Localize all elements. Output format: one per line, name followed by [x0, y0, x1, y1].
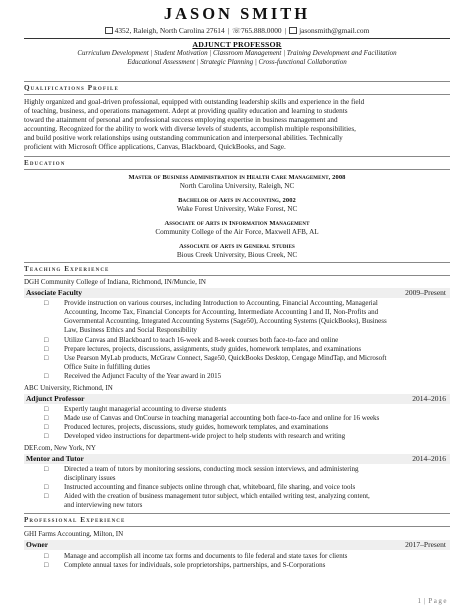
bullet-item: □ Prepare lectures, projects, discussions, assignments, study guides, homework templates, and examinations — [44, 345, 362, 353]
footer-separator: | — [423, 597, 426, 605]
school: North Carolina University, Raleigh, NC — [179, 182, 295, 190]
address-icon — [105, 27, 113, 34]
bullet-icon: □ — [44, 552, 49, 560]
degree: Associate of Arts in General Studies — [179, 243, 295, 250]
degree: Associate of Arts in Information Management — [164, 220, 310, 227]
section-heading-qualifications: Qualifications Profile — [24, 84, 119, 92]
target-keywords-line: Educational Assessment | Strategic Planning | Cross-functional Collaboration — [127, 58, 347, 67]
paragraph-line: and build positive work relationships using outstanding communication and interpersonal abilities. Technically — [24, 134, 343, 143]
position-row — [24, 394, 450, 404]
position-row — [24, 288, 450, 298]
section-rule — [24, 513, 450, 514]
paragraph-line: accounting. Recognized for the ability to work with diverse levels of students, accomplish multiple responsibilities, — [24, 125, 356, 134]
position-row — [24, 454, 450, 464]
bullet-icon: □ — [44, 299, 49, 307]
bullet-icon: □ — [44, 336, 49, 344]
school: Bious Creek University, Bious Creek, NC — [176, 251, 298, 259]
header-rule — [24, 38, 450, 39]
bullet-icon: □ — [44, 561, 49, 569]
bullet-icon: □ — [44, 414, 49, 422]
section-heading-education: Education — [24, 159, 66, 167]
education-item — [0, 173, 474, 191]
employer: ABC University, Richmond, IN — [24, 384, 113, 392]
email-icon — [289, 27, 297, 34]
email-text[interactable]: jasonsmith@gmail.com — [299, 26, 370, 35]
paragraph-line: toward the attainment of personal and professional success employing expertise in business management and — [24, 116, 338, 125]
degree: Bachelor of Arts in Accounting, 2002 — [178, 197, 296, 204]
bullet-item: □ Utilize Canvas and Blackboard to teach 16-week and 8-week courses both face-to-face and online — [44, 336, 339, 344]
bullet-item: □ Received the Adjunct Faculty of the Year award in 2015 — [44, 372, 222, 380]
section-rule — [24, 156, 450, 157]
degree: Master of Business Administration in Health Care Management, 2008 — [128, 174, 346, 181]
bullet-icon: □ — [44, 465, 49, 473]
position-row — [24, 540, 450, 550]
target-keywords-line: Curriculum Development | Student Motivation | Classroom Management | Training Development and Facilitation — [77, 49, 397, 57]
bullet-icon: □ — [44, 432, 49, 440]
paragraph-line: Highly organized and goal-driven professional, equipped with outstanding leadership skills and experience in the field — [24, 98, 365, 106]
bullet-item: □ Instructed accounting and finance subjects online through chat, whiteboard, file sharing, and voice tools — [44, 483, 356, 491]
education-item — [0, 196, 474, 214]
page-number: 1 — [417, 597, 421, 605]
bullet-item: □ Use Pearson MyLab products, McGraw Connect, Sage50, QuickBooks Desktop, Cengage MindTap, and Microsoft Office Suite in fulfilling duties — [44, 354, 387, 372]
education-item — [0, 219, 474, 237]
bullet-icon: □ — [44, 423, 49, 431]
qualifications-paragraph — [24, 98, 450, 153]
bullet-icon: □ — [44, 483, 49, 491]
bullet-item: □ Provide instruction on various courses, including Introduction to Accounting, Financial Accounting, Managerial Accounting, Income Tax, Financial Concepts for Accounting, Intermediate Accounting I and II, Non-Profits and Governmental Accounting, Integrated Accounting Systems (Sage50), Accounting Systems (QuickBooks), Business Law, Business Ethics and Social Responsibility — [44, 299, 387, 335]
target-role: ADJUNCT PROFESSOR — [192, 40, 282, 49]
school: Wake Forest University, Wake Forest, NC — [176, 205, 298, 213]
section-rule — [24, 275, 450, 276]
bullet-item: □ Complete annual taxes for individuals, sole proprietorships, partnerships, and S-Corporations — [44, 561, 326, 569]
phone-icon: ☏ — [232, 27, 241, 35]
bullet-icon: □ — [44, 354, 49, 362]
contact-line — [0, 26, 474, 35]
section-rule — [24, 262, 450, 263]
position-dates: 2014–2016 — [412, 454, 446, 463]
section-rule — [24, 81, 450, 82]
page-footer — [417, 597, 448, 605]
position-dates: 2017–Present — [405, 540, 446, 549]
employer: DEF.com, New York, NY — [24, 444, 96, 452]
employer: GHI Farms Accounting, Milton, IN — [24, 530, 124, 538]
employer: DGH Community College of Indiana, Richmond, IN/Muncie, IN — [24, 278, 206, 286]
bullet-icon: □ — [44, 405, 49, 413]
target-block — [0, 40, 474, 67]
school: Community College of the Air Force, Maxwell AFB, AL — [155, 228, 319, 236]
bullet-item: □ Expertly taught managerial accounting to diverse students — [44, 405, 227, 413]
position-title: Owner — [26, 540, 49, 549]
bullet-item: □ Directed a team of tutors by monitoring sessions, conducting mock session interviews, and administering disciplinary issues — [44, 465, 359, 483]
bullet-icon: □ — [44, 492, 49, 500]
page-label: Page — [428, 597, 448, 605]
bullet-item: □ Produced lectures, projects, discussions, study guides, homework templates, and examinations — [44, 423, 329, 431]
education-item — [0, 242, 474, 260]
phone-text: 765.888.0000 — [240, 26, 282, 35]
bullet-icon: □ — [44, 345, 49, 353]
position-dates: 2014–2016 — [412, 394, 446, 403]
bullet-item: □ Developed video instructions for department-wide project to help students with research and writing — [44, 432, 346, 440]
section-rule — [24, 94, 450, 95]
position-title: Associate Faculty — [26, 288, 83, 297]
paragraph-line: of teaching, business, and operations management. Adept at providing quality education and learning to students — [24, 107, 348, 116]
paragraph-line: proficient with Microsoft Office applications, Canvas, Blackboard, QuickBooks, and Sage. — [24, 143, 286, 152]
section-rule — [24, 526, 450, 527]
separator: | — [284, 26, 287, 35]
bullet-item: □ Made use of Canvas and OnCourse in teaching managerial accounting both face-to-face and online for 16 weeks — [44, 414, 380, 422]
position-title: Adjunct Professor — [26, 394, 85, 403]
section-rule — [24, 169, 450, 170]
candidate-name: JASON SMITH — [163, 4, 311, 23]
bullet-item: □ Aided with the creation of business management tutor subject, which entailed writing test, analyzing content, and interviewing new tutors — [44, 492, 370, 510]
address-text: 4352, Raleigh, North Carolina 27614 — [114, 26, 225, 35]
position-dates: 2009–Present — [405, 288, 446, 297]
section-heading-teaching: Teaching Experience — [24, 265, 110, 273]
separator: | — [227, 26, 230, 35]
section-heading-professional: Professional Experience — [24, 516, 126, 524]
bullet-item: □ Manage and accomplish all income tax forms and documents to file federal and state taxes for clients — [44, 552, 348, 560]
bullet-icon: □ — [44, 372, 49, 380]
position-title: Mentor and Tutor — [26, 454, 84, 463]
